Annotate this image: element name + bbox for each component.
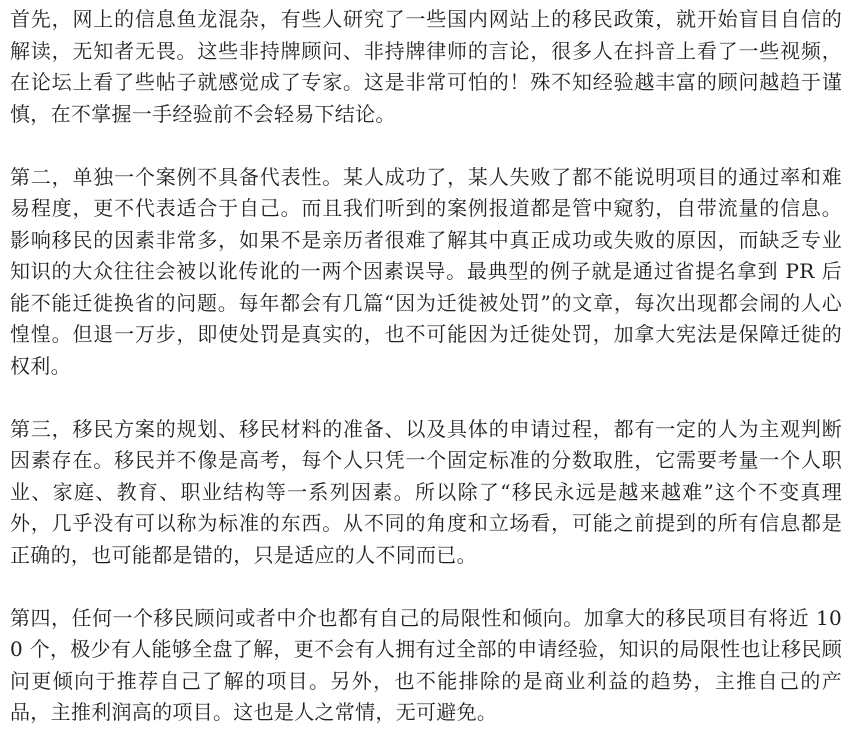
paragraph-third: 第三，移民方案的规划、移民材料的准备、以及具体的申请过程，都有一定的人为主观判断因素存在。移民并不像是高考，每个人只凭一个固定标准的分数取胜，它需要考量一个人职业、家庭、教育、职业结构等一系列因素。所以除了“移民永远是越来越难”这个不变真理外，几乎没有可以称为标准的东西。从不同的角度和立场看，可能之前提到的所有信息都是正确的，也可能都是错的，只是适应的人不同而已。 (10, 416, 842, 567)
paragraph-second: 第二，单独一个案例不具备代表性。某人成功了，某人失败了都不能说明项目的通过率和难易程度，更不代表适合于自己。而且我们听到的案例报道都是管中窥豹，自带流量的信息。影响移民的因素非常多，如果不是亲历者很难了解其中真正成功或失败的原因，而缺乏专业知识的大众往往会被以讹传讹的一两个因素误导。最典型的例子就是通过省提名拿到 PR 后能不能迁徙换省的问题。每年都会有几篇“因为迁徙被处罚”的文章，每次出现都会闹的人心惶惶。但退一万步，即使处罚是真实的，也不可能因为迁徙处罚，加拿大宪法是保障迁徙的权利。 (10, 164, 842, 378)
paragraph-fourth: 第四，任何一个移民顾问或者中介也都有自己的局限性和倾向。加拿大的移民项目有将近 100 个，极少有人能够全盘了解，更不会有人拥有过全部的申请经验，知识的局限性也让移民顾问更倾向于推荐自己了解的项目。另外，也不能排除的是商业利益的趋势，主推自己的产品，主推利润高的项目。这也是人之常情，无可避免。 (10, 605, 842, 724)
paragraph-spacer (10, 130, 851, 162)
paragraph-first: 首先，网上的信息鱼龙混杂，有些人研究了一些国内网站上的移民政策，就开始盲目自信的解读，无知者无畏。这些非持牌顾问、非持牌律师的言论，很多人在抖音上看了一些视频，在论坛上看了些帖子就感觉成了专家。这是非常可怕的！殊不知经验越丰富的顾问越趋于谨慎，在不掌握一手经验前不会轻易下结论。 (10, 7, 842, 126)
paragraph-spacer (10, 382, 851, 414)
paragraph-spacer (10, 571, 851, 603)
